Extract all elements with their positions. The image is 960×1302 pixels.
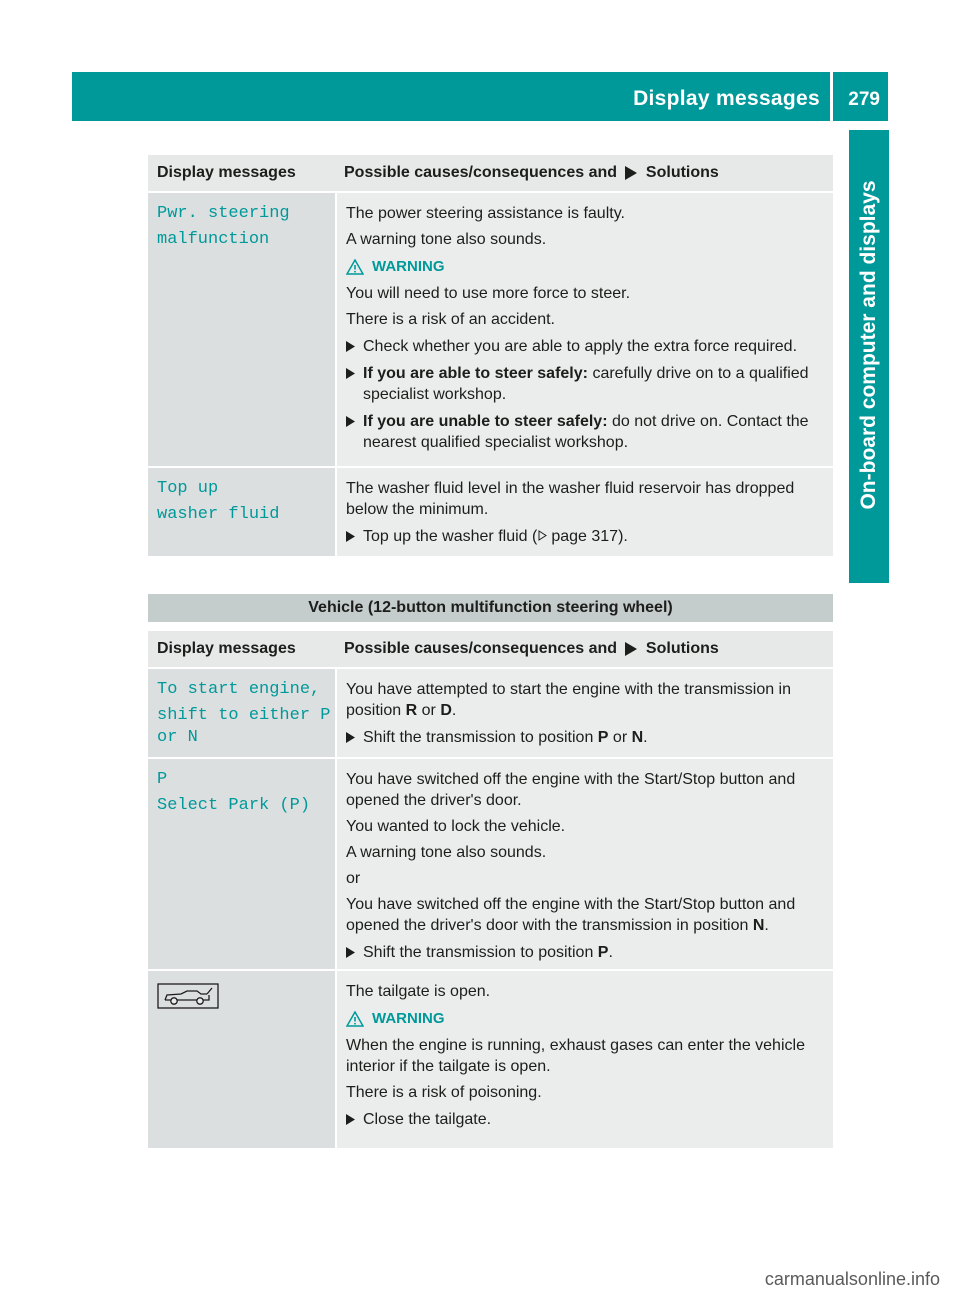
instruction-step: Top up the washer fluid ( page 317). bbox=[346, 526, 825, 547]
cause-text: You have switched off the engine with the Start/Stop button and opened the driver's door with the transmission in position N. bbox=[346, 896, 796, 934]
table-row bbox=[148, 757, 833, 969]
cause-text: or bbox=[346, 870, 361, 887]
instruction-step: Shift the transmission to position P or N. bbox=[346, 727, 825, 748]
warning-text: You will need to use more force to steer. bbox=[346, 285, 631, 302]
display-messages-table-1 bbox=[148, 155, 833, 556]
warning-text: There is a risk of poisoning. bbox=[346, 1084, 542, 1101]
warning-triangle-icon bbox=[346, 259, 364, 275]
col-header-causes: Possible causes/consequences and Solutions bbox=[344, 164, 719, 181]
display-message: Top up bbox=[157, 479, 219, 498]
solution-cell bbox=[335, 193, 833, 466]
cause-text: A warning tone also sounds. bbox=[346, 231, 547, 248]
header-divider bbox=[830, 72, 833, 121]
solution-cell bbox=[335, 971, 833, 1148]
cause-text: The tailgate is open. bbox=[346, 983, 491, 1000]
warning-text: There is a risk of an accident. bbox=[346, 311, 555, 328]
step-arrow-icon bbox=[346, 368, 355, 379]
table-header bbox=[148, 155, 833, 191]
cause-text: You have switched off the engine with the Start/Stop button and opened the driver's door. bbox=[346, 771, 796, 809]
cause-text: The power steering assistance is faulty. bbox=[346, 205, 625, 222]
side-tab-label: On-board computer and displays bbox=[857, 180, 880, 510]
page-reference-icon bbox=[538, 530, 547, 541]
section-title: Vehicle (12-button multifunction steering wheel) bbox=[148, 594, 833, 622]
display-message: washer fluid bbox=[157, 505, 280, 524]
step-arrow-icon bbox=[346, 531, 355, 542]
table-header bbox=[148, 631, 833, 667]
instruction-step: Close the tailgate. bbox=[346, 1109, 825, 1130]
table-row bbox=[148, 191, 833, 466]
side-tab-marker bbox=[849, 548, 889, 583]
step-arrow-icon bbox=[346, 1114, 355, 1125]
col-header-messages: Display messages bbox=[157, 164, 296, 181]
instruction-step: If you are able to steer safely: carefully drive on to a qualified specialist workshop. bbox=[346, 363, 825, 405]
warning-triangle-icon bbox=[346, 1011, 364, 1027]
step-arrow-icon bbox=[346, 947, 355, 958]
message-cell bbox=[148, 669, 335, 757]
solution-cell bbox=[335, 669, 833, 757]
display-messages-table-2 bbox=[148, 631, 833, 1148]
solution-cell bbox=[335, 468, 833, 556]
cause-text: You wanted to lock the vehicle. bbox=[346, 818, 566, 835]
display-message: P bbox=[157, 770, 168, 789]
message-cell bbox=[148, 468, 335, 556]
page-number: 279 bbox=[848, 89, 880, 110]
step-arrow-icon bbox=[346, 732, 355, 743]
cause-text: You have attempted to start the engine with the transmission in position R or D. bbox=[346, 681, 792, 719]
warning-heading: WARNING bbox=[346, 1010, 825, 1027]
instruction-step: If you are unable to steer safely: do not drive on. Contact the nearest qualified specialist workshop. bbox=[346, 411, 825, 453]
message-cell bbox=[148, 759, 335, 969]
instruction-step: Shift the transmission to position P. bbox=[346, 942, 825, 963]
table-row bbox=[148, 466, 833, 556]
page-header bbox=[72, 72, 888, 121]
cause-text: The washer fluid level in the washer fluid reservoir has dropped below the minimum. bbox=[346, 480, 795, 518]
display-message: or N bbox=[157, 728, 198, 747]
warning-text: When the engine is running, exhaust gases can enter the vehicle interior if the tailgate is open. bbox=[346, 1037, 805, 1075]
cause-text: A warning tone also sounds. bbox=[346, 844, 547, 861]
watermark: carmanualsonline.info bbox=[764, 1269, 940, 1289]
display-message: shift to either P bbox=[157, 706, 331, 725]
header-title: Display messages bbox=[633, 87, 820, 110]
warning-heading: WARNING bbox=[346, 258, 825, 275]
step-arrow-icon bbox=[346, 341, 355, 352]
step-arrow-icon bbox=[346, 416, 355, 427]
instruction-step: Check whether you are able to apply the extra force required. bbox=[346, 336, 825, 357]
col-header-messages: Display messages bbox=[157, 640, 296, 657]
message-cell bbox=[148, 971, 335, 1148]
display-message: Select Park (P) bbox=[157, 796, 311, 815]
tailgate-open-icon bbox=[157, 983, 219, 1009]
arrow-right-icon bbox=[625, 642, 637, 656]
table-row bbox=[148, 969, 833, 1148]
col-header-causes: Possible causes/consequences and Solutions bbox=[344, 640, 719, 657]
display-message: Pwr. steering bbox=[157, 204, 290, 223]
solution-cell bbox=[335, 759, 833, 969]
table-row bbox=[148, 667, 833, 757]
page-reference-link[interactable]: page 317 bbox=[551, 528, 619, 545]
display-message: To start engine, bbox=[157, 680, 321, 699]
message-cell bbox=[148, 193, 335, 466]
display-message: malfunction bbox=[157, 230, 270, 249]
arrow-right-icon bbox=[625, 166, 637, 180]
